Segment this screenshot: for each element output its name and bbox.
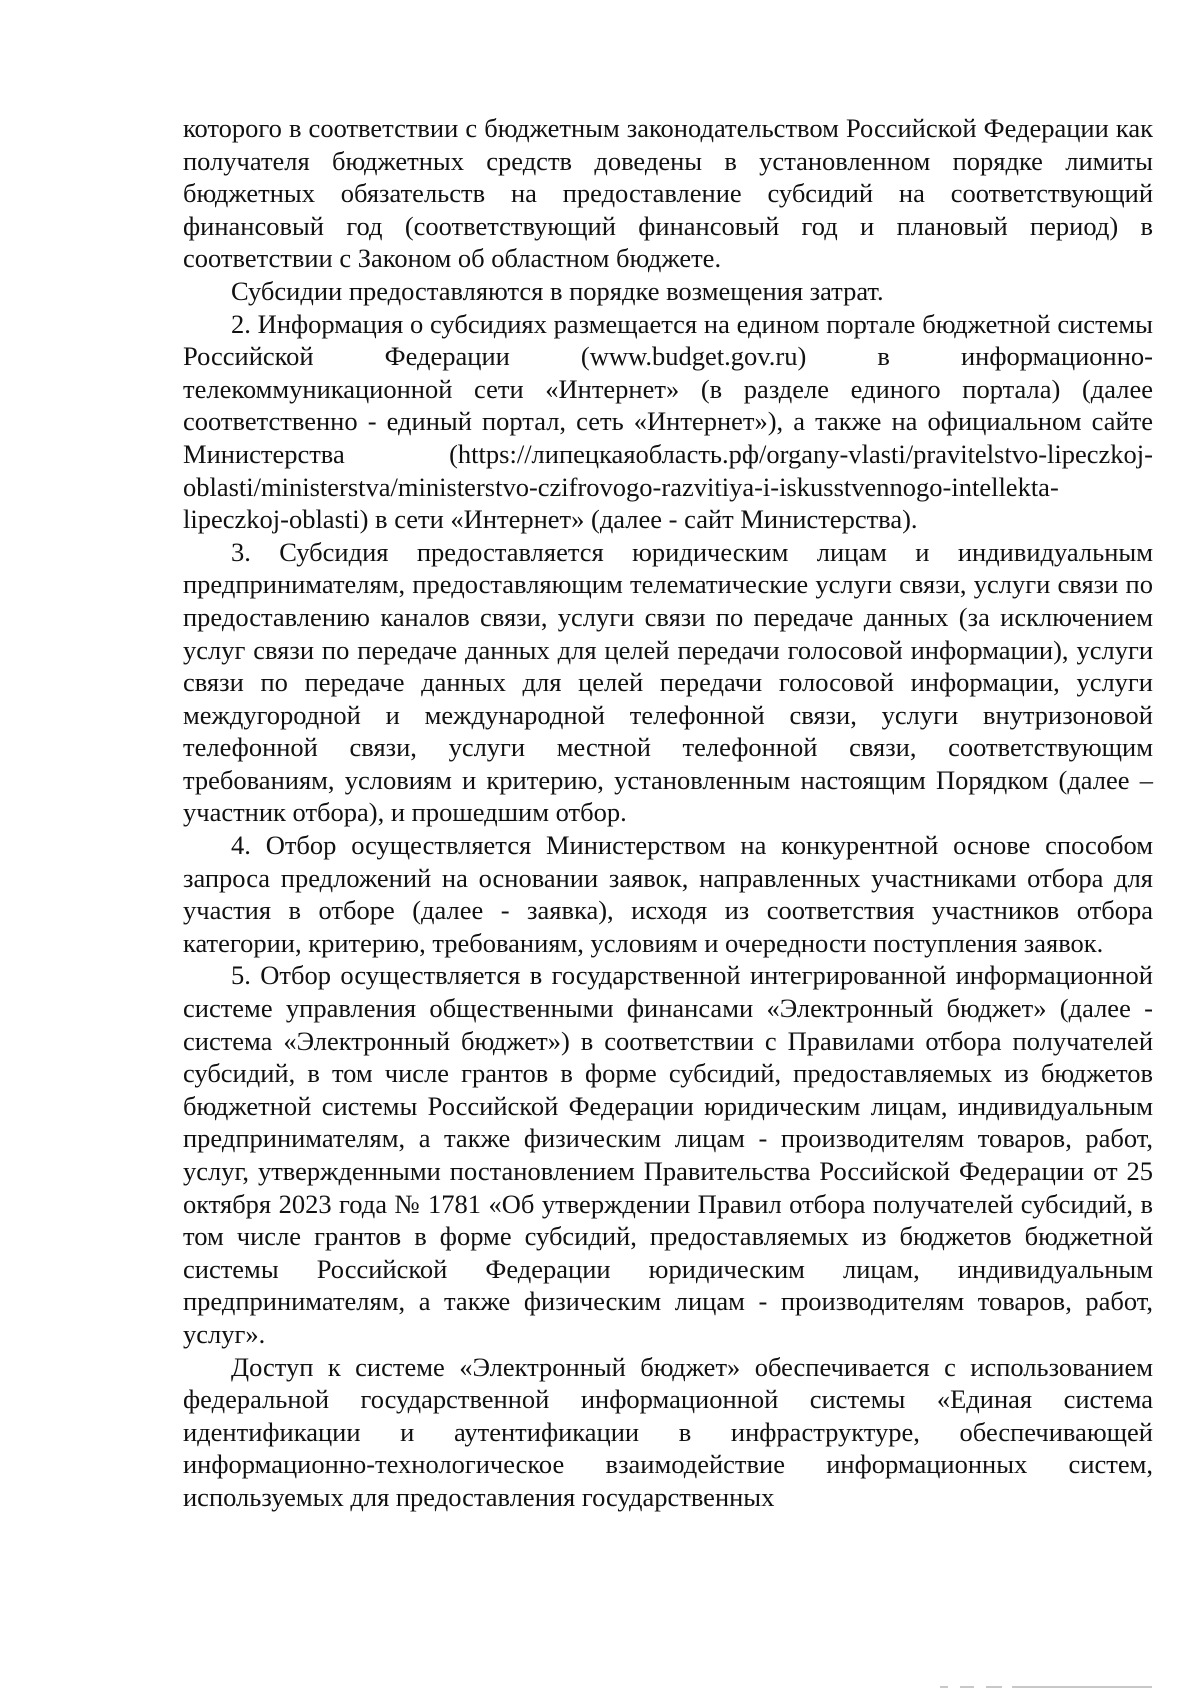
scan-artifact bbox=[940, 1686, 1160, 1689]
paragraph-system-access: Доступ к системе «Электронный бюджет» обеспечивается с использованием федеральной государственной информационной системы «Единая система идентификации и аутентификации в инфраструктуре, обеспечивающей информационно-технологическое взаимодействие информационных систем, используемых для предоставления государственных bbox=[183, 1351, 1153, 1512]
paragraph-2-information-portal: 2. Информация о субсидиях размещается на едином портале бюджетной системы Российской Федерации (www.budget.gov.ru) в информационно-телекоммуникационной сети «Интернет» (в разделе единого портала) (далее соответственно - единый портал, сеть «Интернет»), а также на официальном сайте Министерства (https://липецкаяобласть.рф/organy-vlasti/pravitelstvo-lipeczkoj-oblasti/ministerstva/ministerstvo-czifrovogo-razvitiya-i-iskusstvennogo-intellekta-lipeczkoj-oblasti) в сети «Интернет» (далее - сайт Министерства). bbox=[183, 308, 1153, 535]
paragraph-4-selection-method: 4. Отбор осуществляется Министерством на конкурентной основе способом запроса предложений на основании заявок, направленных участниками отбора для участия в отборе (далее - заявка), исходя из соответствия участников отбора категории, критерию, требованиям, условиям и очередности поступления заявок. bbox=[183, 830, 1153, 958]
document-page bbox=[183, 112, 1153, 1514]
paragraph-budget-limits: которого в соответствии с бюджетным законодательством Российской Федерации как получателя бюджетных средств доведены в установленном порядке лимиты бюджетных обязательств на предоставление субсидий на соответствующий финансовый год (соответствующий финансовый год и плановый период) в соответствии с Законом об областном бюджете. bbox=[183, 113, 1153, 274]
paragraph-cost-reimbursement: Субсидии предоставляются в порядке возмещения затрат. bbox=[231, 275, 884, 306]
paragraph-3-subsidy-recipients: 3. Субсидия предоставляется юридическим лицам и индивидуальным предпринимателям, предоставляющим телематические услуги связи, услуги связи по предоставлению каналов связи, услуги связи по передаче данных (за исключением услуг связи по передаче данных для целей передачи голосовой информации), услуги связи по передаче данных для целей передачи голосовой информации, услуги междугородной и международной телефонной связи, услуги внутризоновой телефонной связи, услуги местной телефонной связи, соответствующим требованиям, условиям и критерию, установленным настоящим Порядком (далее – участник отбора), и прошедшим отбор. bbox=[183, 536, 1153, 828]
paragraph-5-electronic-budget: 5. Отбор осуществляется в государственной интегрированной информационной системе управления общественными финансами «Электронный бюджет» (далее - система «Электронный бюджет») в соответствии с Правилами отбора получателей субсидий, в том числе грантов в форме субсидий, предоставляемых из бюджетов бюджетной системы Российской Федерации юридическим лицам, индивидуальным предпринимателям, а также физическим лицам - производителям товаров, работ, услуг, утвержденными постановлением Правительства Российской Федерации от 25 октября 2023 года № 1781 «Об утверждении Правил отбора получателей субсидий, в том числе грантов в форме субсидий, предоставляемых из бюджетов бюджетной системы Российской Федерации юридическим лицам, индивидуальным предпринимателям, а также физическим лицам - производителям товаров, работ, услуг». bbox=[183, 960, 1153, 1349]
